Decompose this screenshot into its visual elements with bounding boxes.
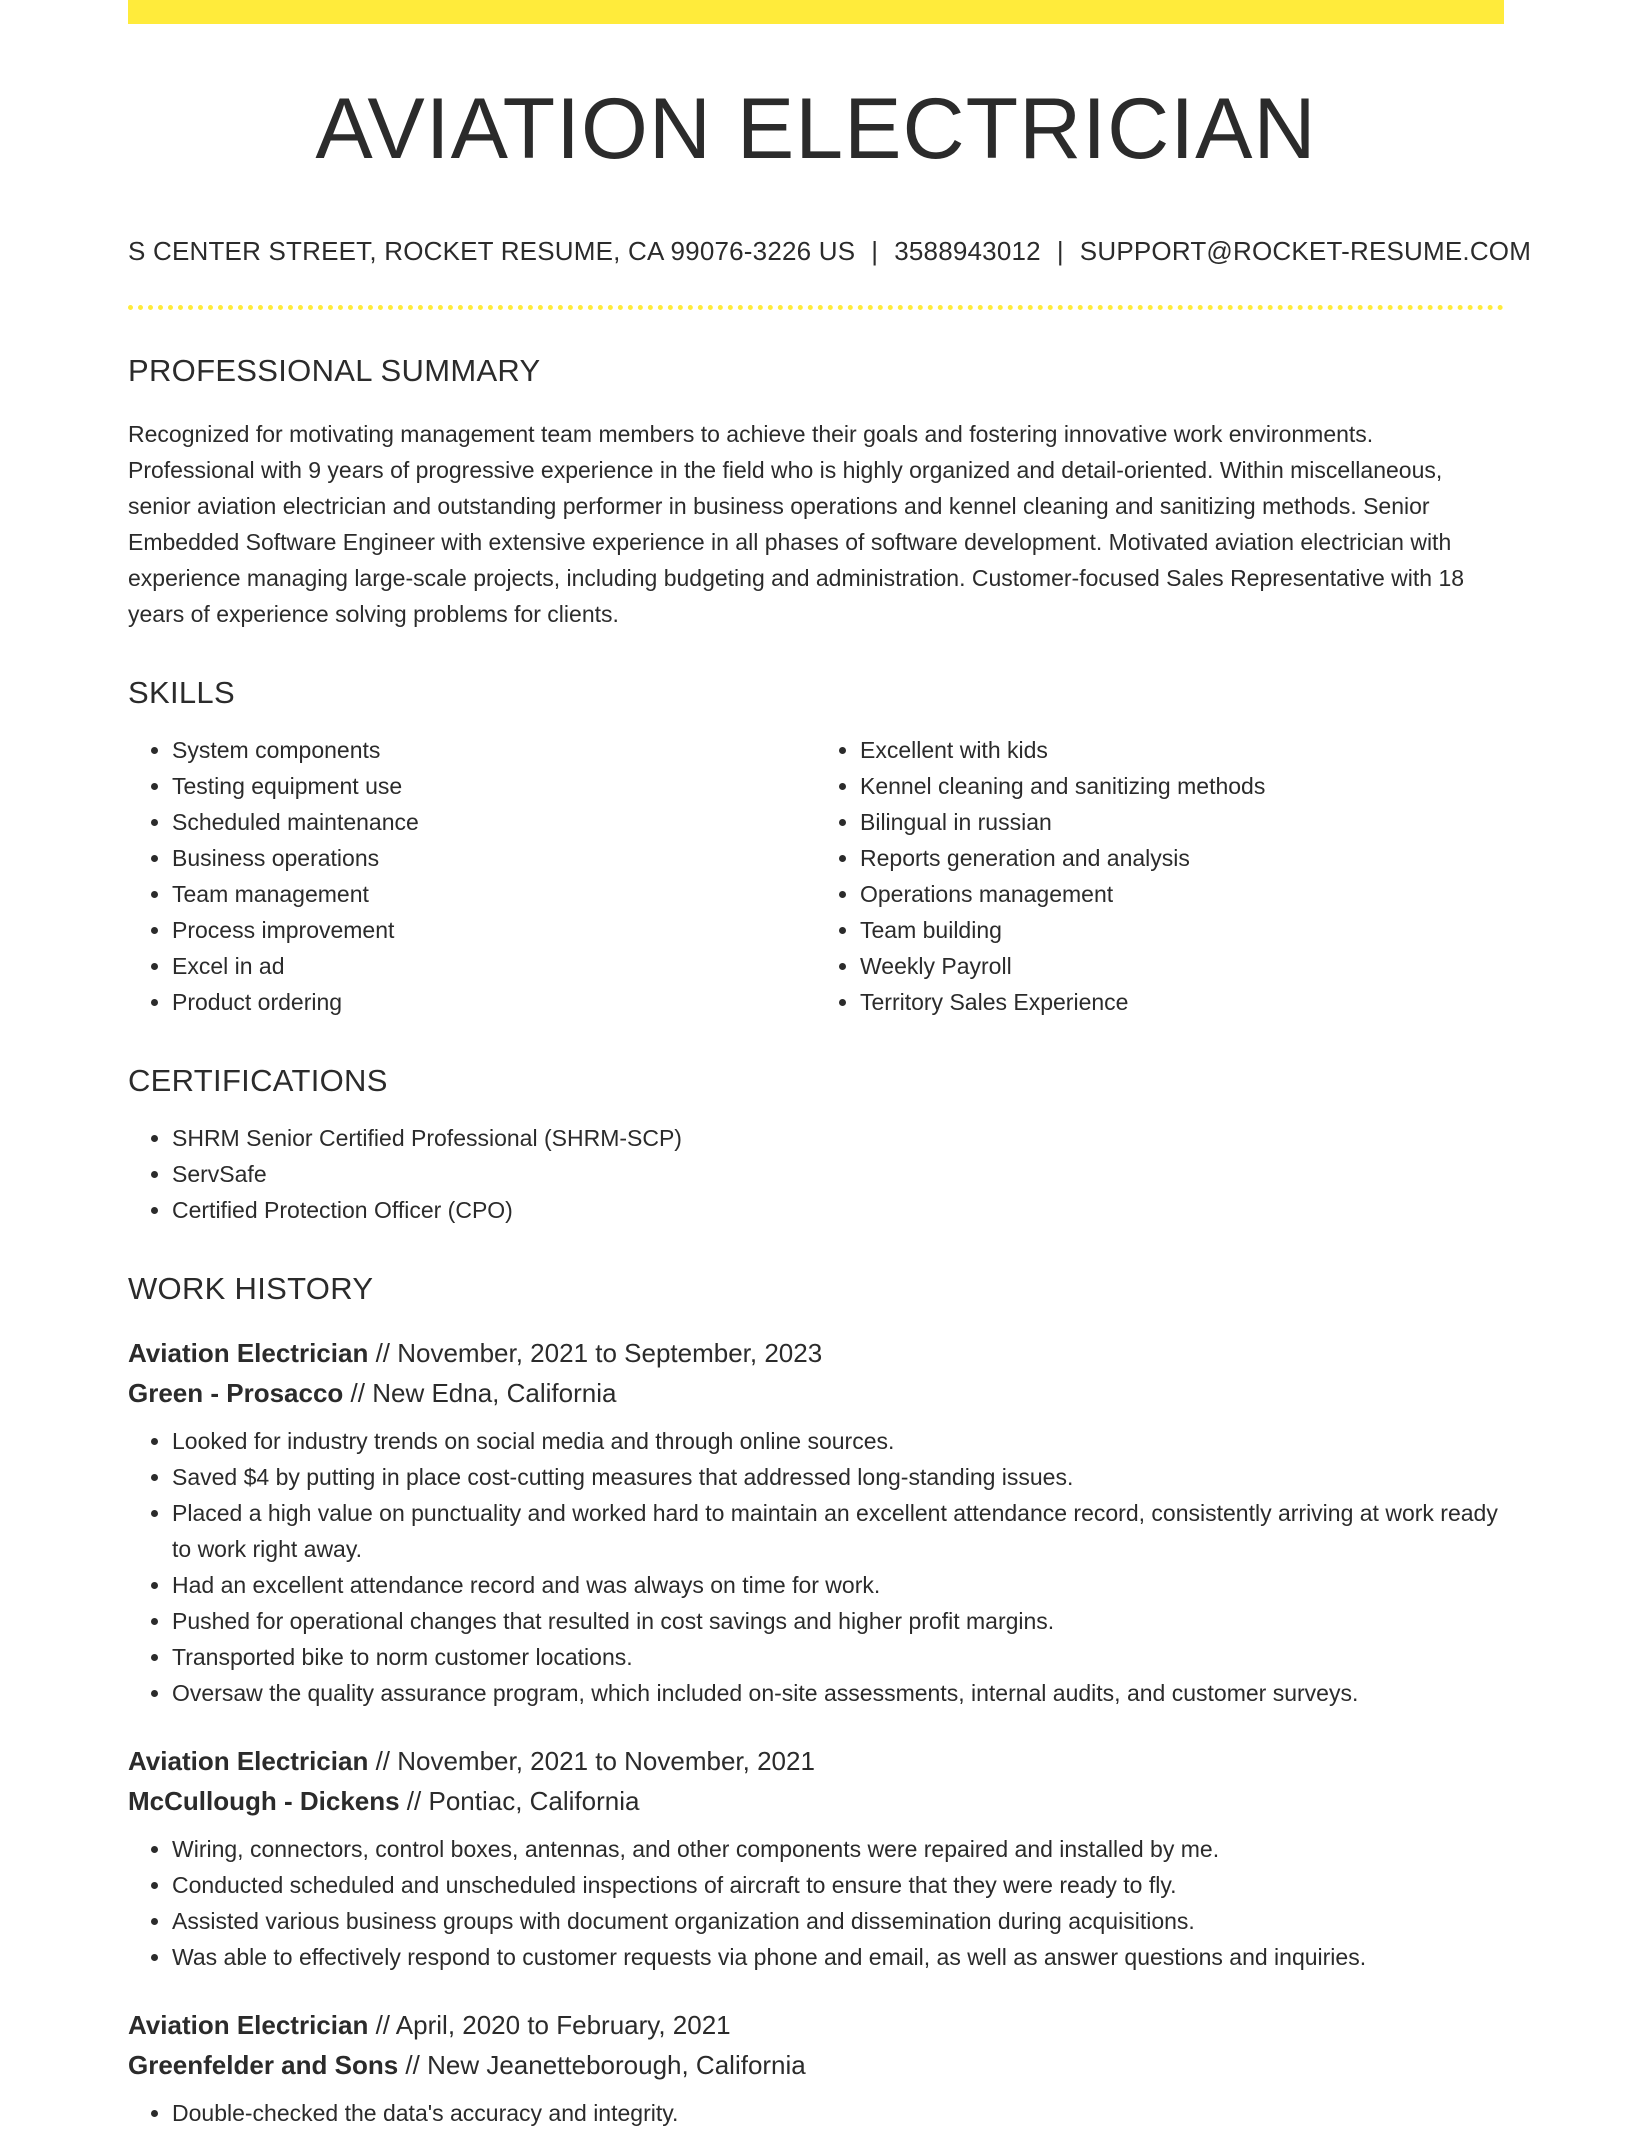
job-location: // Pontiac, California — [399, 1785, 640, 1816]
job-role: Aviation Electrician — [128, 1337, 369, 1368]
skill-item: • Process improvement — [172, 912, 816, 948]
contact-separator: | — [871, 236, 879, 266]
job-bullet: • Saved $4 by putting in place cost-cutting measures that addressed long-standing issues. — [172, 1459, 1504, 1495]
job-company-line — [128, 2045, 1504, 2085]
job-bullet: • Placed a high value on punctuality and worked hard to maintain an excellent attendance record, consistently arriving at work ready to work right away. — [172, 1495, 1504, 1567]
work-history-heading: WORK HISTORY — [128, 1271, 374, 1307]
contact-separator: | — [1056, 236, 1064, 266]
top-accent-bar — [128, 0, 1504, 24]
work-history-section — [128, 1272, 1504, 2130]
job-bullet: • Was able to effectively respond to customer requests via phone and email, as well as answer questions and inquiries. — [172, 1939, 1504, 1975]
job-role: Aviation Electrician — [128, 2009, 369, 2040]
summary-section — [128, 354, 1504, 632]
skill-item: • Product ordering — [172, 984, 816, 1020]
job-bullet: • Double-checked the data's accuracy and integrity. — [172, 2095, 1504, 2131]
job-location: // New Edna, California — [343, 1377, 617, 1408]
job-entry — [128, 1741, 1504, 1975]
skills-heading: SKILLS — [128, 675, 235, 711]
contact-email: SUPPORT@ROCKET-RESUME.COM — [1079, 236, 1532, 266]
dotted-divider — [128, 305, 1504, 310]
skill-item: • Excellent with kids — [860, 732, 1504, 768]
resume-page — [128, 0, 1532, 2131]
job-company: Green - Prosacco — [128, 1377, 344, 1408]
job-role: Aviation Electrician — [128, 1745, 369, 1776]
skill-item: • Weekly Payroll — [860, 948, 1504, 984]
job-entry — [128, 1333, 1504, 1711]
summary-text: Recognized for motivating management team members to achieve their goals and fostering innovative work environments. Professional with 9 years of progressive experience in the field who is highly organized and detail-oriented. Within miscellaneous, senior aviation electrician and outstanding performer in business operations and kennel cleaning and sanitizing methods. Senior Embedded Software Engineer with extensive experience in all phases of software development. Motivated aviation electrician with experience managing large-scale projects, including budgeting and administration. Customer-focused Sales Representative with 18 years of experience solving problems for clients. — [128, 421, 1465, 628]
job-bullet: • Assisted various business groups with document organization and dissemination during acquisitions. — [172, 1903, 1504, 1939]
job-bullet: • Pushed for operational changes that resulted in cost savings and higher profit margins. — [172, 1603, 1504, 1639]
skill-item: • Team management — [172, 876, 816, 912]
job-bullet: • Oversaw the quality assurance program, which included on-site assessments, internal audits, and customer surveys. — [172, 1675, 1504, 1711]
job-bullet: • Conducted scheduled and unscheduled inspections of aircraft to ensure that they were ready to fly. — [172, 1867, 1504, 1903]
certifications-section — [128, 1064, 1504, 1228]
skills-section — [128, 676, 1504, 1020]
contact-address: S CENTER STREET, ROCKET RESUME, CA 99076-3226 US — [128, 236, 856, 266]
job-company: Greenfelder and Sons — [128, 2049, 399, 2080]
certification-item: • SHRM Senior Certified Professional (SHRM-SCP) — [172, 1120, 1504, 1156]
job-dates: // April, 2020 to February, 2021 — [368, 2009, 731, 2040]
skill-item: • Territory Sales Experience — [860, 984, 1504, 1020]
skill-item: • Kennel cleaning and sanitizing methods — [860, 768, 1504, 804]
job-bullets — [128, 2095, 1504, 2131]
skills-grid — [128, 732, 1504, 1020]
job-title-line — [128, 1741, 1504, 1781]
job-company: McCullough - Dickens — [128, 1785, 400, 1816]
certifications-list — [128, 1120, 1504, 1228]
job-dates: // November, 2021 to November, 2021 — [368, 1745, 815, 1776]
job-title-line — [128, 1333, 1504, 1373]
skill-item: • Excel in ad — [172, 948, 816, 984]
job-bullet: • Wiring, connectors, control boxes, antennas, and other components were repaired and installed by me. — [172, 1831, 1504, 1867]
contact-line — [128, 236, 1532, 267]
skill-item: • Business operations — [172, 840, 816, 876]
certifications-heading: CERTIFICATIONS — [128, 1063, 388, 1099]
skill-item: • System components — [172, 732, 816, 768]
page-title: AVIATION ELECTRICIAN — [315, 81, 1317, 177]
skill-item: • Operations management — [860, 876, 1504, 912]
skill-item: • Team building — [860, 912, 1504, 948]
job-bullets — [128, 1831, 1504, 1975]
skill-item: • Reports generation and analysis — [860, 840, 1504, 876]
job-location: // New Jeanetteborough, California — [398, 2049, 806, 2080]
summary-heading: PROFESSIONAL SUMMARY — [128, 353, 541, 389]
job-bullets — [128, 1423, 1504, 1711]
certification-item: • ServSafe — [172, 1156, 1504, 1192]
skills-list-right — [816, 732, 1504, 1020]
job-company-line — [128, 1373, 1504, 1413]
job-bullet: • Had an excellent attendance record and was always on time for work. — [172, 1567, 1504, 1603]
job-dates: // November, 2021 to September, 2023 — [368, 1337, 823, 1368]
skill-item: • Bilingual in russian — [860, 804, 1504, 840]
job-bullet: • Looked for industry trends on social media and through online sources. — [172, 1423, 1504, 1459]
job-bullet: • Transported bike to norm customer locations. — [172, 1639, 1504, 1675]
skill-item: • Testing equipment use — [172, 768, 816, 804]
skill-item: • Scheduled maintenance — [172, 804, 816, 840]
contact-phone: 3588943012 — [894, 236, 1041, 266]
job-title-line — [128, 2005, 1504, 2045]
job-company-line — [128, 1781, 1504, 1821]
skills-list-left — [128, 732, 816, 1020]
certification-item: • Certified Protection Officer (CPO) — [172, 1192, 1504, 1228]
